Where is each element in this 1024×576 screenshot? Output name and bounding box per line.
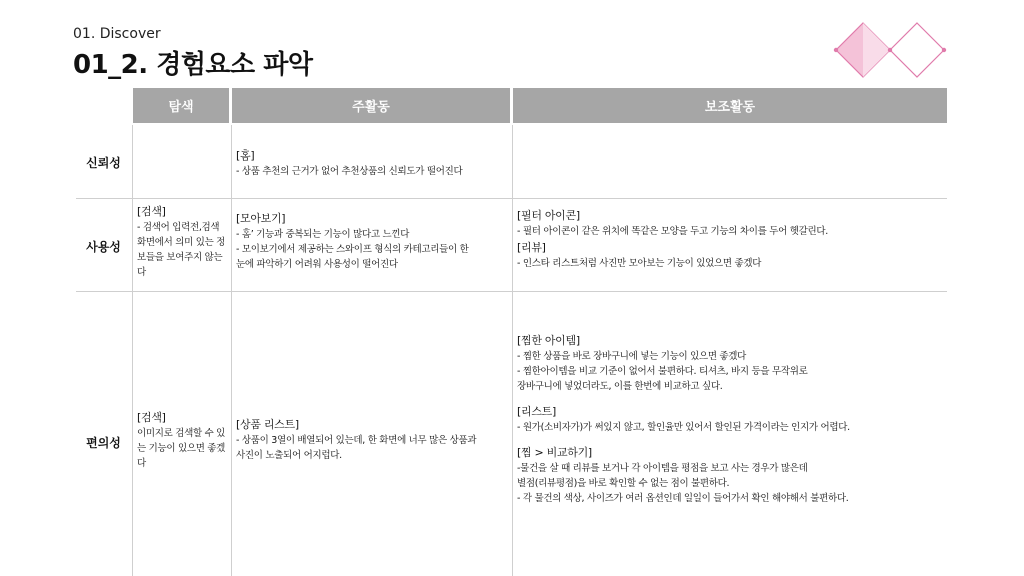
cell-text: - 필터 아이콘이 같은 위치에 똑같은 모양을 두고 기능의 차이를 두어 헷갈린다. xyxy=(517,226,828,237)
cell-text: - 각 물건의 색상, 사이즈가 여러 옵션인데 일일이 들어가서 확인 해야해서 불편하다. xyxy=(517,493,849,504)
cell-heading: [찜 > 비교하기] xyxy=(517,446,592,459)
row-label-trust: 신뢰성 xyxy=(86,156,121,170)
cell-text: 이미지로 검색할 수 있는 기능이 있으면 좋겠다 xyxy=(137,428,226,469)
row-divider xyxy=(76,291,947,292)
cell-text: 장바구니에 넣었더라도, 이를 한번에 비교하고 싶다. xyxy=(517,381,723,392)
cell-convenience-explore xyxy=(137,409,229,471)
cell-text: - 상품 추천의 근거가 없어 추천상품의 신뢰도가 떨어진다 xyxy=(236,166,463,177)
cell-usability-main xyxy=(236,210,508,272)
spacer xyxy=(517,435,945,444)
cell-heading: [모아보기] xyxy=(236,212,286,225)
cell-text: 사진이 노출되어 어지럽다. xyxy=(236,450,342,461)
column-header-sub-activity: 보조활동 xyxy=(513,88,947,123)
cell-heading: [상품 리스트] xyxy=(236,418,299,431)
cell-text: - 상품이 3열이 배열되어 있는데, 한 화면에 너무 많은 상품과 xyxy=(236,435,477,446)
grid-line xyxy=(512,125,513,576)
cell-convenience-main xyxy=(236,416,508,463)
cell-heading: [찜한 아이템] xyxy=(517,334,580,347)
cell-text: - 인스타 리스트처럼 사진만 모아보는 기능이 있었으면 좋겠다 xyxy=(517,258,762,269)
cell-text: - 원가(소비자가)가 써있지 않고, 할인율만 있어서 할인된 가격이라는 인지가 어렵다. xyxy=(517,422,850,433)
cell-heading: [홈] xyxy=(236,149,255,162)
cell-text: - 홈’ 기능과 중복되는 기능이 많다고 느낀다 xyxy=(236,229,410,240)
diamond-decoration xyxy=(832,19,950,81)
cell-heading: [리뷰] xyxy=(517,241,546,254)
section-kicker: 01. Discover xyxy=(73,26,161,42)
row-label-convenience: 편의성 xyxy=(86,436,121,450)
cell-text: - 찜한 상품을 바로 장바구니에 넣는 기능이 있으면 좋겠다 xyxy=(517,351,747,362)
cell-text: - 검색어 입력전,검색 화면에서 의미 있는 정보들을 보여주지 않는다 xyxy=(137,222,226,278)
row-label-usability: 사용성 xyxy=(86,240,121,254)
cell-heading: [필터 아이콘] xyxy=(517,209,580,222)
cell-text: - 모이보기에서 제공하는 스와이프 형식의 카테고리들이 한 xyxy=(236,244,469,255)
page-title: 01_2. 경험요소 파악 xyxy=(73,50,313,80)
cell-text: 별점(리뷰평점)을 바로 확인할 수 없는 점이 불편하다. xyxy=(517,478,730,489)
column-header-explore: 탐색 xyxy=(133,88,229,123)
grid-line xyxy=(132,125,133,576)
cell-text: -물건을 살 때 리뷰를 보거나 각 아이템을 평점을 보고 사는 경우가 많은데 xyxy=(517,463,808,474)
cell-text: 눈에 파악하기 어려워 사용성이 떨어진다 xyxy=(236,259,398,270)
spacer xyxy=(517,394,945,403)
row-divider xyxy=(76,198,947,199)
cell-heading: [검색] xyxy=(137,205,166,218)
grid-line xyxy=(231,125,232,576)
cell-convenience-sub xyxy=(517,332,945,506)
cell-usability-explore xyxy=(137,203,227,280)
column-header-main-activity: 주활동 xyxy=(232,88,510,123)
cell-heading: [검색] xyxy=(137,411,166,424)
cell-heading: [리스트] xyxy=(517,405,556,418)
cell-trust-main xyxy=(236,147,506,179)
cell-text: - 찜한아이템을 비교 기준이 없어서 불편하다. 티셔츠, 바지 등을 무작위로 xyxy=(517,366,808,377)
cell-usability-sub xyxy=(517,207,942,271)
